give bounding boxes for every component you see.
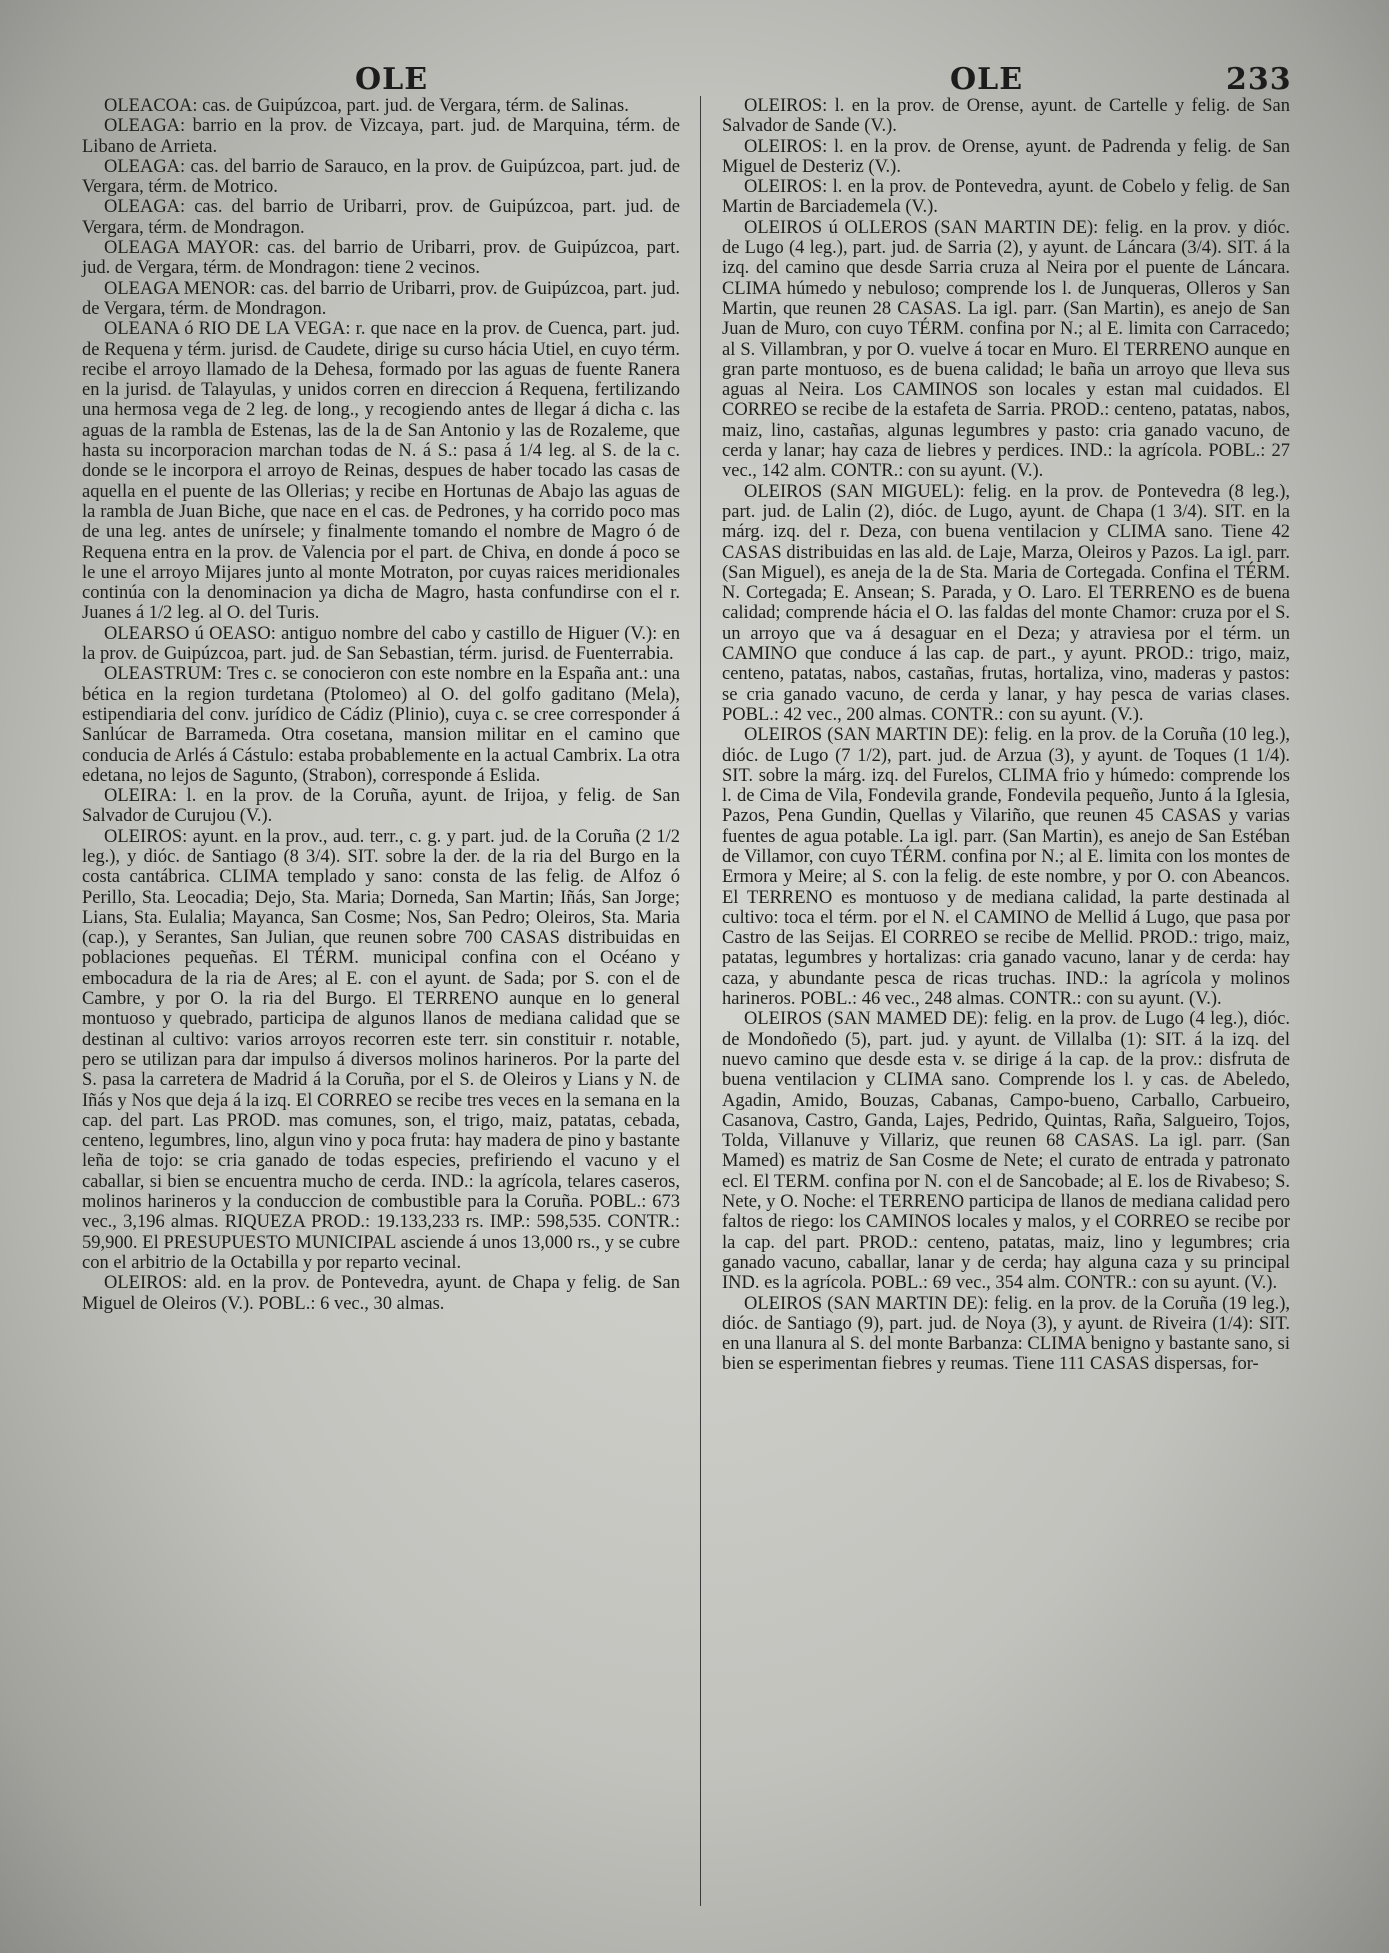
entry-oleiros-olleros: OLEIROS ú OLLEROS (SAN MARTIN DE): felig. en la prov. y dióc. de Lugo (4 leg.), part. jud. de Sarria (2), y ayunt. de Láncara (3/4). SIT. á la izq. del camino que desde Sarria cruza al Neira por el puente de Láncara. CLIMA húmedo y nebuloso; comprende los l. de Junqueras, Olleros y San Martin, que reunen 28 CASAS. La igl. parr. (San Martin), es anejo de San Juan de Muro, con cuyo TÉRM. confina por N.; al E. limita con Carracedo; al S. Villambran, y por O. vuelve á tocar en Muro. El TERRENO aunque en gran parte montuoso, es de buena calidad; le baña un arroyo que lleva sus aguas al Neira. Los CAMINOS son locales y estan mal cuidados. El CORREO se recibe de la estafeta de Sarria. PROD.: centeno, patatas, nabos, maiz, lino, castañas, algunas legumbres y pasto: cria ganado vacuno, de cerda y lanar; hay caza de liebres y perdices. IND.: la agrícola. POBL.: 27 vec., 142 alm. CONTR.: con su ayunt. (V.). (722, 217, 1290, 482)
entry-oleiros-ayunt: OLEIROS: ayunt. en la prov., aud. terr., c. g. y part. jud. de la Coruña (2 1/2 leg.), y dióc. de Santiago (8 3/4). SIT. sobre la der. de la ria del Burgo en la costa cantábrica. CLIMA templado y sano: consta de las felig. de Alfoz ó Perillo, Sta. Leocadia; Dejo, Sta. Maria; Dorneda, San Martin; Iñás, San Jorge; Lians, Sta. Eulalia; Mayanca, San Cosme; Nos, San Pedro; Oleiros, Sta. Maria (cap.), y Serantes, San Julian, que reunen sobre 700 CASAS distribuidas en poblaciones pequeñas. El TÉRM. municipal confina con el Océano y embocadura de la ria de Ares; al E. con el ayunt. de Sada; por S. con el de Cambre, y por O. la ria del Burgo. El TERRENO aunque en lo general montuoso y quebrado, participa de algunos llanos de mediana calidad que se destinan al cultivo: varios arroyos recorren este terr. sin constituir r. notable, pero se utilizan para dar impulso á diversos molinos harineros. Por la parte del S. pasa la carretera de Madrid á la Coruña, por el S. de Oleiros y Lians y N. de Iñás y Nos que deja á la izq. El CORREO se recibe tres veces en la semana en la cap. del part. Las PROD. mas comunes, son, el trigo, maiz, patatas, cebada, centeno, legumbres, lino, algun vino y poca fruta: hay madera de pino y bastante leña de tojo: se cria ganado de todas especies, prefiriendo el vacuno y el caballar, si bien se encuentra mucho de cerda. IND.: la agrícola, telares caseros, molinos harineros y la conduccion de combustible para la Coruña. POBL.: 673 vec., 3,196 almas. RIQUEZA PROD.: 19.133,233 rs. IMP.: 598,535. CONTR.: 59,900. El PRESUPUESTO MUNICIPAL asciende á unos 13,000 rs., y se cubre con el arbitrio de la Octabilla y por reparto vecinal. (82, 826, 680, 1273)
running-head-left: OLE (355, 62, 429, 97)
entry-oleana: OLEANA ó RIO DE LA VEGA: r. que nace en la prov. de Cuenca, part. jud. de Requena y térm. jurisd. de Caudete, dirige su curso hácia Utiel, en cuyo térm. recibe el arroyo llamado de la Dehesa, formado por las aguas de fuente Ranera en la jurisd. de Talayulas, y unidos corren en direccion á Requena, fertilizando una hermosa vega de 2 leg. de long., y recogiendo antes de llegar á dicha c. las aguas de la rambla de Estenas, las de la de San Antonio y las de Rozaleme, que hasta su incorporacion marchan todas de N. á S.: pasa á 1/4 leg. al S. de la c. donde se le incorpora el arroyo de Reinas, despues de haber tocado las casas de aquella en el puente de las Ollerias; y recibe en Hortunas de Abajo las aguas de la rambla de Juan Biche, que nace en el cas. de Pedrones, y ha corrido poco mas de una leg. antes de unírsele; y finalmente tomando el nombre de Magro ó de Requena entra en la prov. de Valencia por el part. de Chiva, en donde á poco se le une el arroyo Mijares junto al monte Motraton, por cuyas raices meridionales continúa con la denominacion ya dicha de Magro, hasta confundirse con el r. Juanes á 1/2 leg. al O. del Turis. (82, 319, 680, 624)
entry-oleastrum: OLEASTRUM: Tres c. se conocieron con este nombre en la España ant.: una bética en la region turdetana (Ptolomeo) al O. del golfo gaditano (Mela), estipendiaria del conv. jurídico de Cádiz (Plinio), cuya c. se cree corresponder á Sanlúcar de Barrameda. Otra cosetana, mansion militar en el camino que conducia de Arlés á Cástulo: estaba probablemente en la actual Cambrix. La otra edetana, no lejos de Sagunto, (Strabon), corresponde á Eslida. (82, 664, 680, 786)
entry-oleiros-pontevedra-ald: OLEIROS: ald. en la prov. de Pontevedra, ayunt. de Chapa y felig. de San Miguel de Oleiros (V.). POBL.: 6 vec., 30 almas. (82, 1273, 680, 1314)
entry-oleacoa: OLEACOA: cas. de Guipúzcoa, part. jud. de Vergara, térm. de Salinas. (104, 96, 629, 116)
right-column (722, 96, 1290, 1375)
entry-oleira: OLEIRA: l. en la prov. de la Coruña, ayunt. de Irijoa, y felig. de San Salvador de Curujou (V.). (82, 786, 680, 827)
entry-oleiros-san-martin-toques: OLEIROS (SAN MARTIN DE): felig. en la prov. de la Coruña (10 leg.), dióc. de Lugo (7 1/2), part. jud. de Arzua (3), y ayunt. de Toques (1 1/4). SIT. sobre la márg. izq. del Furelos, CLIMA frio y húmedo: comprende los l. de Cima de Vila, Fondevila grande, Fondevila pequeño, Junto á la Iglesia, Pazos, Pena Gundin, Quellas y Vilariño, que reunen 45 CASAS y varias fuentes de agua potable. La igl. parr. (San Martin), es anejo de San Estéban de Villamor, con cuyo TÉRM. confina por N.; al E. limita con los montes de Ermora y Meire; al S. con la felig. de este nombre, y por O. con Abeancos. El TERRENO es montuoso y de mediana calidad, la parte destinada al cultivo: toca el térm. por el N. el CAMINO de Mellid á Lugo, que pasa por Castro de las Seijas. El CORREO se recibe de Mellid. PROD.: trigo, maiz, patatas, legumbres y hortalizas: cria ganado vacuno, lanar y de cerda: hay caza, y abundante pesca de ricas truchas. IND.: la agrícola y molinos harineros. POBL.: 46 vec., 248 almas. CONTR.: con su ayunt. (V.). (722, 725, 1290, 1010)
running-head-right: OLE (950, 62, 1024, 97)
entry-oleaga-uribarri: OLEAGA: cas. del barrio de Uribarri, prov. de Guipúzcoa, part. jud. de Vergara, térm. de Mondragon. (82, 197, 680, 238)
left-column (82, 96, 680, 1314)
entry-oleaga-menor: OLEAGA MENOR: cas. del barrio de Uribarri, prov. de Guipúzcoa, part. jud. de Vergara, térm. de Mondragon. (82, 278, 680, 319)
entry-oleiros-cartelle: OLEIROS: l. en la prov. de Orense, ayunt. de Cartelle y felig. de San Salvador de Sande (V.). (722, 96, 1290, 137)
entry-oleaga-marquina: OLEAGA: barrio en la prov. de Vizcaya, part. jud. de Marquina, térm. de Libano de Arrieta. (82, 116, 680, 157)
entry-olearso: OLEARSO ú OEASO: antiguo nombre del cabo y castillo de Higuer (V.): en la prov. de Guipúzcoa, part. jud. de San Sebastian, térm. jurisd. de Fuenterrabia. (82, 623, 680, 665)
entry-oleaga-sarauco: OLEAGA: cas. del barrio de Sarauco, en la prov. de Guipúzcoa, part. jud. de Vergara, térm. de Motrico. (82, 156, 680, 198)
column-divider (700, 96, 701, 1906)
entry-oleiros-san-miguel: OLEIROS (SAN MIGUEL): felig. en la prov. de Pontevedra (8 leg.), part. jud. de Lalin (2), dióc. de Lugo, ayunt. de Chapa (1 3/4). SIT. en la márg. izq. del r. Deza, con buena ventilacion y CLIMA sano. Tiene 42 CASAS distribuidas en las ald. de Laje, Marza, Oleiros y Pazos. La igl. parr. (San Miguel), es aneja de la de Sta. Maria de Cortegada. Confina el TÉRM. N. Cortegada; E. Ansean; S. Parada, y O. Laro. El TERRENO es de buena calidad; comprende hácia el O. las faldas del monte Chamor: cruza por el S. un arroyo que va á desaguar en el Deza; y atraviesa por el térm. un CAMINO que conduce á las cap. de part., y ayunt. PROD.: trigo, maiz, centeno, patatas, nabos, castañas, frutas, hortaliza, vino, maderas y pastos: se cria ganado vacuno, de cerda y lanar, y hay pesca de varias clases. POBL.: 42 vec., 200 almas. CONTR.: con su ayunt. (V.). (722, 481, 1290, 725)
entry-oleiros-san-mamed: OLEIROS (SAN MAMED DE): felig. en la prov. de Lugo (4 leg.), dióc. de Mondoñedo (5), part. jud. y ayunt. de Villalba (1): SIT. á la izq. del nuevo camino que desde esta v. se dirige á la cap. de la prov.: disfruta de buena ventilacion y CLIMA sano. Comprende los l. y cas. de Abeledo, Agadin, Amido, Bouzas, Cabanas, Campo-bueno, Carballo, Carbueiro, Casanova, Castro, Ganda, Lajes, Pedrido, Quintas, Raña, Salgueiro, Tojos, Tolda, Villanuve y Villariz, que reunen 68 CASAS. La igl. parr. (San Mamed) es matriz de San Cosme de Nete; el curato de entrada y patronato ecl. El TERM. confina por N. con el de Sancobade; al E. los de Rivabeso; S. Nete, y O. Noche: el TERRENO participa de llanos de mediana calidad pero faltos de riego: los CAMINOS locales y malos, y el CORREO se recibe por la cap. del part. PROD.: centeno, patatas, maiz, lino y legumbres; cria ganado vacuno, caballar, lanar y de cerda; hay alguna caza y su principal IND. es la agrícola. POBL.: 69 vec., 354 alm. CONTR.: con su ayunt. (V.). (722, 1009, 1290, 1294)
entry-oleiros-cobelo: OLEIROS: l. en la prov. de Pontevedra, ayunt. de Cobelo y felig. de San Martin de Barciademela (V.). (722, 177, 1290, 218)
entry-oleaga-mayor: OLEAGA MAYOR: cas. del barrio de Uribarri, prov. de Guipúzcoa, part. jud. de Vergara, térm. de Mondragon: tiene 2 vecinos. (82, 238, 680, 279)
entry-oleiros-padrenda: OLEIROS: l. en la prov. de Orense, ayunt. de Padrenda y felig. de San Miguel de Desteriz (V.). (722, 136, 1290, 177)
entry-oleiros-san-martin-riveira: OLEIROS (SAN MARTIN DE): felig. en la prov. de la Coruña (19 leg.), dióc. de Santiago (9), part. jud. de Noya (3), y ayunt. de Riveira (1/4): SIT. en una llanura al S. del monte Barbanza: CLIMA benigno y bastante sano, si bien se esperimentan fiebres y reumas. Tiene 111 CASAS dispersas, for- (722, 1293, 1290, 1375)
page-number: 233 (1226, 62, 1292, 97)
